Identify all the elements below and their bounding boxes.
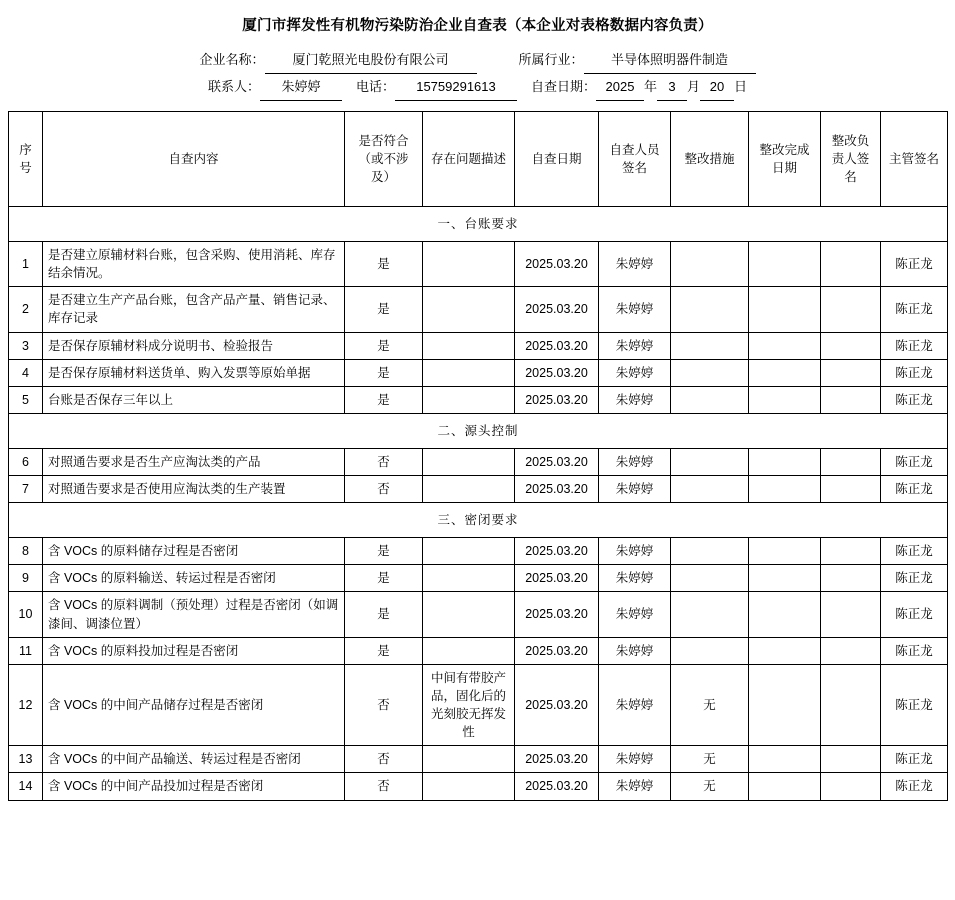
cell-content: 是否保存原辅材料送货单、购入发票等原始单据 — [43, 359, 345, 386]
date-month-value: 3 — [657, 74, 687, 101]
cell-content: 对照通告要求是否使用应淘汰类的生产装置 — [43, 476, 345, 503]
cell-done-date — [749, 386, 821, 413]
table-row — [9, 565, 948, 592]
cell-content: 含 VOCs 的中间产品输送、转运过程是否密闭 — [43, 746, 345, 773]
table-row — [9, 592, 948, 637]
cell-date: 2025.03.20 — [515, 592, 599, 637]
section-row — [9, 413, 948, 448]
cell-resp-sign — [821, 565, 881, 592]
date-day-unit: 日 — [734, 79, 748, 94]
cell-resp-sign — [821, 386, 881, 413]
header-problem: 存在问题描述 — [423, 112, 515, 207]
cell-seq: 4 — [9, 359, 43, 386]
cell-signer: 朱婷婷 — [599, 359, 671, 386]
cell-resp-sign — [821, 773, 881, 800]
cell-measure: 无 — [671, 664, 749, 746]
date-year-value: 2025 — [596, 74, 644, 101]
cell-resp-sign — [821, 476, 881, 503]
cell-content: 含 VOCs 的原料调制（预处理）过程是否密闭（如调漆间、调漆位置） — [43, 592, 345, 637]
cell-signer: 朱婷婷 — [599, 746, 671, 773]
cell-seq: 2 — [9, 287, 43, 332]
table-body — [9, 207, 948, 801]
company-label: 企业名称： — [199, 52, 265, 67]
cell-supervisor: 陈正龙 — [881, 637, 948, 664]
cell-conform: 否 — [345, 448, 423, 475]
self-check-table — [8, 111, 948, 801]
cell-supervisor: 陈正龙 — [881, 592, 948, 637]
cell-resp-sign — [821, 242, 881, 287]
cell-resp-sign — [821, 746, 881, 773]
cell-conform: 否 — [345, 664, 423, 746]
cell-done-date — [749, 359, 821, 386]
cell-conform: 是 — [345, 332, 423, 359]
cell-signer: 朱婷婷 — [599, 448, 671, 475]
cell-date: 2025.03.20 — [515, 448, 599, 475]
cell-content: 是否建立原辅材料台账，包含采购、使用消耗、库存结余情况。 — [43, 242, 345, 287]
header-seq: 序号 — [9, 112, 43, 207]
contact-value: 朱婷婷 — [260, 74, 342, 101]
cell-done-date — [749, 773, 821, 800]
cell-seq: 10 — [9, 592, 43, 637]
table-row — [9, 773, 948, 800]
cell-signer: 朱婷婷 — [599, 664, 671, 746]
cell-resp-sign — [821, 592, 881, 637]
cell-done-date — [749, 332, 821, 359]
cell-done-date — [749, 448, 821, 475]
table-row — [9, 664, 948, 746]
cell-measure — [671, 476, 749, 503]
phone-label: 电话： — [355, 79, 395, 94]
cell-signer: 朱婷婷 — [599, 476, 671, 503]
cell-problem — [423, 332, 515, 359]
document-meta — [8, 47, 947, 101]
header-conform: 是否符合（或不涉及） — [345, 112, 423, 207]
table-row — [9, 448, 948, 475]
section-title: 一、台账要求 — [9, 207, 948, 242]
cell-measure — [671, 332, 749, 359]
cell-seq: 11 — [9, 637, 43, 664]
cell-done-date — [749, 664, 821, 746]
cell-date: 2025.03.20 — [515, 565, 599, 592]
cell-seq: 8 — [9, 538, 43, 565]
cell-date: 2025.03.20 — [515, 386, 599, 413]
date-month-unit: 月 — [687, 79, 701, 94]
cell-date: 2025.03.20 — [515, 287, 599, 332]
meta-row-company — [8, 47, 947, 74]
table-row — [9, 538, 948, 565]
cell-conform: 否 — [345, 746, 423, 773]
cell-signer: 朱婷婷 — [599, 332, 671, 359]
cell-signer: 朱婷婷 — [599, 565, 671, 592]
cell-resp-sign — [821, 538, 881, 565]
cell-seq: 6 — [9, 448, 43, 475]
cell-conform: 是 — [345, 242, 423, 287]
cell-date: 2025.03.20 — [515, 746, 599, 773]
cell-signer: 朱婷婷 — [599, 287, 671, 332]
cell-supervisor: 陈正龙 — [881, 476, 948, 503]
cell-date: 2025.03.20 — [515, 332, 599, 359]
cell-done-date — [749, 565, 821, 592]
cell-done-date — [749, 242, 821, 287]
section-title: 二、源头控制 — [9, 413, 948, 448]
cell-resp-sign — [821, 448, 881, 475]
cell-conform: 是 — [345, 592, 423, 637]
cell-conform: 是 — [345, 386, 423, 413]
cell-problem — [423, 592, 515, 637]
table-row — [9, 386, 948, 413]
cell-seq: 1 — [9, 242, 43, 287]
cell-conform: 是 — [345, 637, 423, 664]
cell-problem — [423, 565, 515, 592]
cell-done-date — [749, 287, 821, 332]
page-title: 厦门市挥发性有机物污染防治企业自查表（本企业对表格数据内容负责） — [242, 18, 713, 34]
cell-seq: 14 — [9, 773, 43, 800]
cell-supervisor: 陈正龙 — [881, 538, 948, 565]
cell-measure — [671, 565, 749, 592]
cell-content: 是否保存原辅材料成分说明书、检验报告 — [43, 332, 345, 359]
cell-date: 2025.03.20 — [515, 538, 599, 565]
cell-content: 含 VOCs 的原料输送、转运过程是否密闭 — [43, 565, 345, 592]
cell-measure — [671, 448, 749, 475]
cell-date: 2025.03.20 — [515, 476, 599, 503]
cell-content: 是否建立生产产品台账，包含产品产量、销售记录、库存记录 — [43, 287, 345, 332]
cell-measure — [671, 386, 749, 413]
cell-supervisor: 陈正龙 — [881, 386, 948, 413]
header-done-date: 整改完成日期 — [749, 112, 821, 207]
cell-date: 2025.03.20 — [515, 773, 599, 800]
cell-conform: 是 — [345, 359, 423, 386]
table-header-row — [9, 112, 948, 207]
cell-content: 台账是否保存三年以上 — [43, 386, 345, 413]
cell-done-date — [749, 476, 821, 503]
phone-value: 15759291613 — [395, 74, 517, 101]
cell-resp-sign — [821, 332, 881, 359]
cell-content: 对照通告要求是否生产应淘汰类的产品 — [43, 448, 345, 475]
cell-supervisor: 陈正龙 — [881, 242, 948, 287]
cell-conform: 否 — [345, 476, 423, 503]
table-row — [9, 359, 948, 386]
cell-measure: 无 — [671, 746, 749, 773]
cell-content: 含 VOCs 的原料储存过程是否密闭 — [43, 538, 345, 565]
cell-conform: 是 — [345, 287, 423, 332]
cell-measure: 无 — [671, 773, 749, 800]
cell-seq: 5 — [9, 386, 43, 413]
cell-supervisor: 陈正龙 — [881, 565, 948, 592]
cell-resp-sign — [821, 664, 881, 746]
header-content: 自查内容 — [43, 112, 345, 207]
contact-label: 联系人： — [207, 79, 260, 94]
cell-problem — [423, 242, 515, 287]
cell-measure — [671, 359, 749, 386]
cell-resp-sign — [821, 637, 881, 664]
cell-supervisor: 陈正龙 — [881, 448, 948, 475]
cell-signer: 朱婷婷 — [599, 386, 671, 413]
industry-label: 所属行业： — [518, 52, 584, 67]
cell-date: 2025.03.20 — [515, 359, 599, 386]
cell-problem — [423, 448, 515, 475]
cell-measure — [671, 538, 749, 565]
header-date: 自查日期 — [515, 112, 599, 207]
cell-problem — [423, 637, 515, 664]
industry-value: 半导体照明器件制造 — [584, 47, 756, 74]
cell-content: 含 VOCs 的中间产品投加过程是否密闭 — [43, 773, 345, 800]
cell-measure — [671, 242, 749, 287]
table-row — [9, 746, 948, 773]
header-signer: 自查人员签名 — [599, 112, 671, 207]
company-value: 厦门乾照光电股份有限公司 — [265, 47, 477, 74]
table-row — [9, 332, 948, 359]
cell-done-date — [749, 637, 821, 664]
cell-problem — [423, 476, 515, 503]
cell-problem — [423, 746, 515, 773]
cell-seq: 12 — [9, 664, 43, 746]
date-year-unit: 年 — [644, 79, 658, 94]
cell-content: 含 VOCs 的原料投加过程是否密闭 — [43, 637, 345, 664]
cell-problem — [423, 359, 515, 386]
cell-seq: 9 — [9, 565, 43, 592]
cell-resp-sign — [821, 359, 881, 386]
date-day-value: 20 — [700, 74, 734, 101]
table-row — [9, 242, 948, 287]
cell-resp-sign — [821, 287, 881, 332]
cell-done-date — [749, 592, 821, 637]
cell-signer: 朱婷婷 — [599, 592, 671, 637]
selfcheck-date-label: 自查日期： — [530, 79, 596, 94]
cell-date: 2025.03.20 — [515, 637, 599, 664]
cell-measure — [671, 287, 749, 332]
cell-measure — [671, 637, 749, 664]
cell-supervisor: 陈正龙 — [881, 287, 948, 332]
cell-seq: 13 — [9, 746, 43, 773]
cell-date: 2025.03.20 — [515, 664, 599, 746]
cell-content: 含 VOCs 的中间产品储存过程是否密闭 — [43, 664, 345, 746]
cell-problem — [423, 538, 515, 565]
meta-row-contact — [8, 74, 947, 101]
cell-supervisor: 陈正龙 — [881, 332, 948, 359]
cell-problem — [423, 773, 515, 800]
cell-done-date — [749, 538, 821, 565]
cell-signer: 朱婷婷 — [599, 773, 671, 800]
cell-seq: 7 — [9, 476, 43, 503]
cell-measure — [671, 592, 749, 637]
cell-supervisor: 陈正龙 — [881, 664, 948, 746]
table-row — [9, 476, 948, 503]
cell-conform: 是 — [345, 565, 423, 592]
cell-date: 2025.03.20 — [515, 242, 599, 287]
cell-supervisor: 陈正龙 — [881, 773, 948, 800]
cell-supervisor: 陈正龙 — [881, 359, 948, 386]
header-resp-sign: 整改负责人签名 — [821, 112, 881, 207]
cell-done-date — [749, 746, 821, 773]
section-row — [9, 207, 948, 242]
table-row — [9, 637, 948, 664]
section-row — [9, 503, 948, 538]
section-title: 三、密闭要求 — [9, 503, 948, 538]
cell-problem — [423, 287, 515, 332]
cell-conform: 否 — [345, 773, 423, 800]
cell-signer: 朱婷婷 — [599, 637, 671, 664]
header-supervisor: 主管签名 — [881, 112, 948, 207]
cell-seq: 3 — [9, 332, 43, 359]
cell-signer: 朱婷婷 — [599, 242, 671, 287]
header-measure: 整改措施 — [671, 112, 749, 207]
cell-problem — [423, 386, 515, 413]
table-row — [9, 287, 948, 332]
cell-supervisor: 陈正龙 — [881, 746, 948, 773]
cell-signer: 朱婷婷 — [599, 538, 671, 565]
cell-conform: 是 — [345, 538, 423, 565]
cell-problem: 中间有带胶产品，固化后的光刻胶无挥发性 — [423, 664, 515, 746]
